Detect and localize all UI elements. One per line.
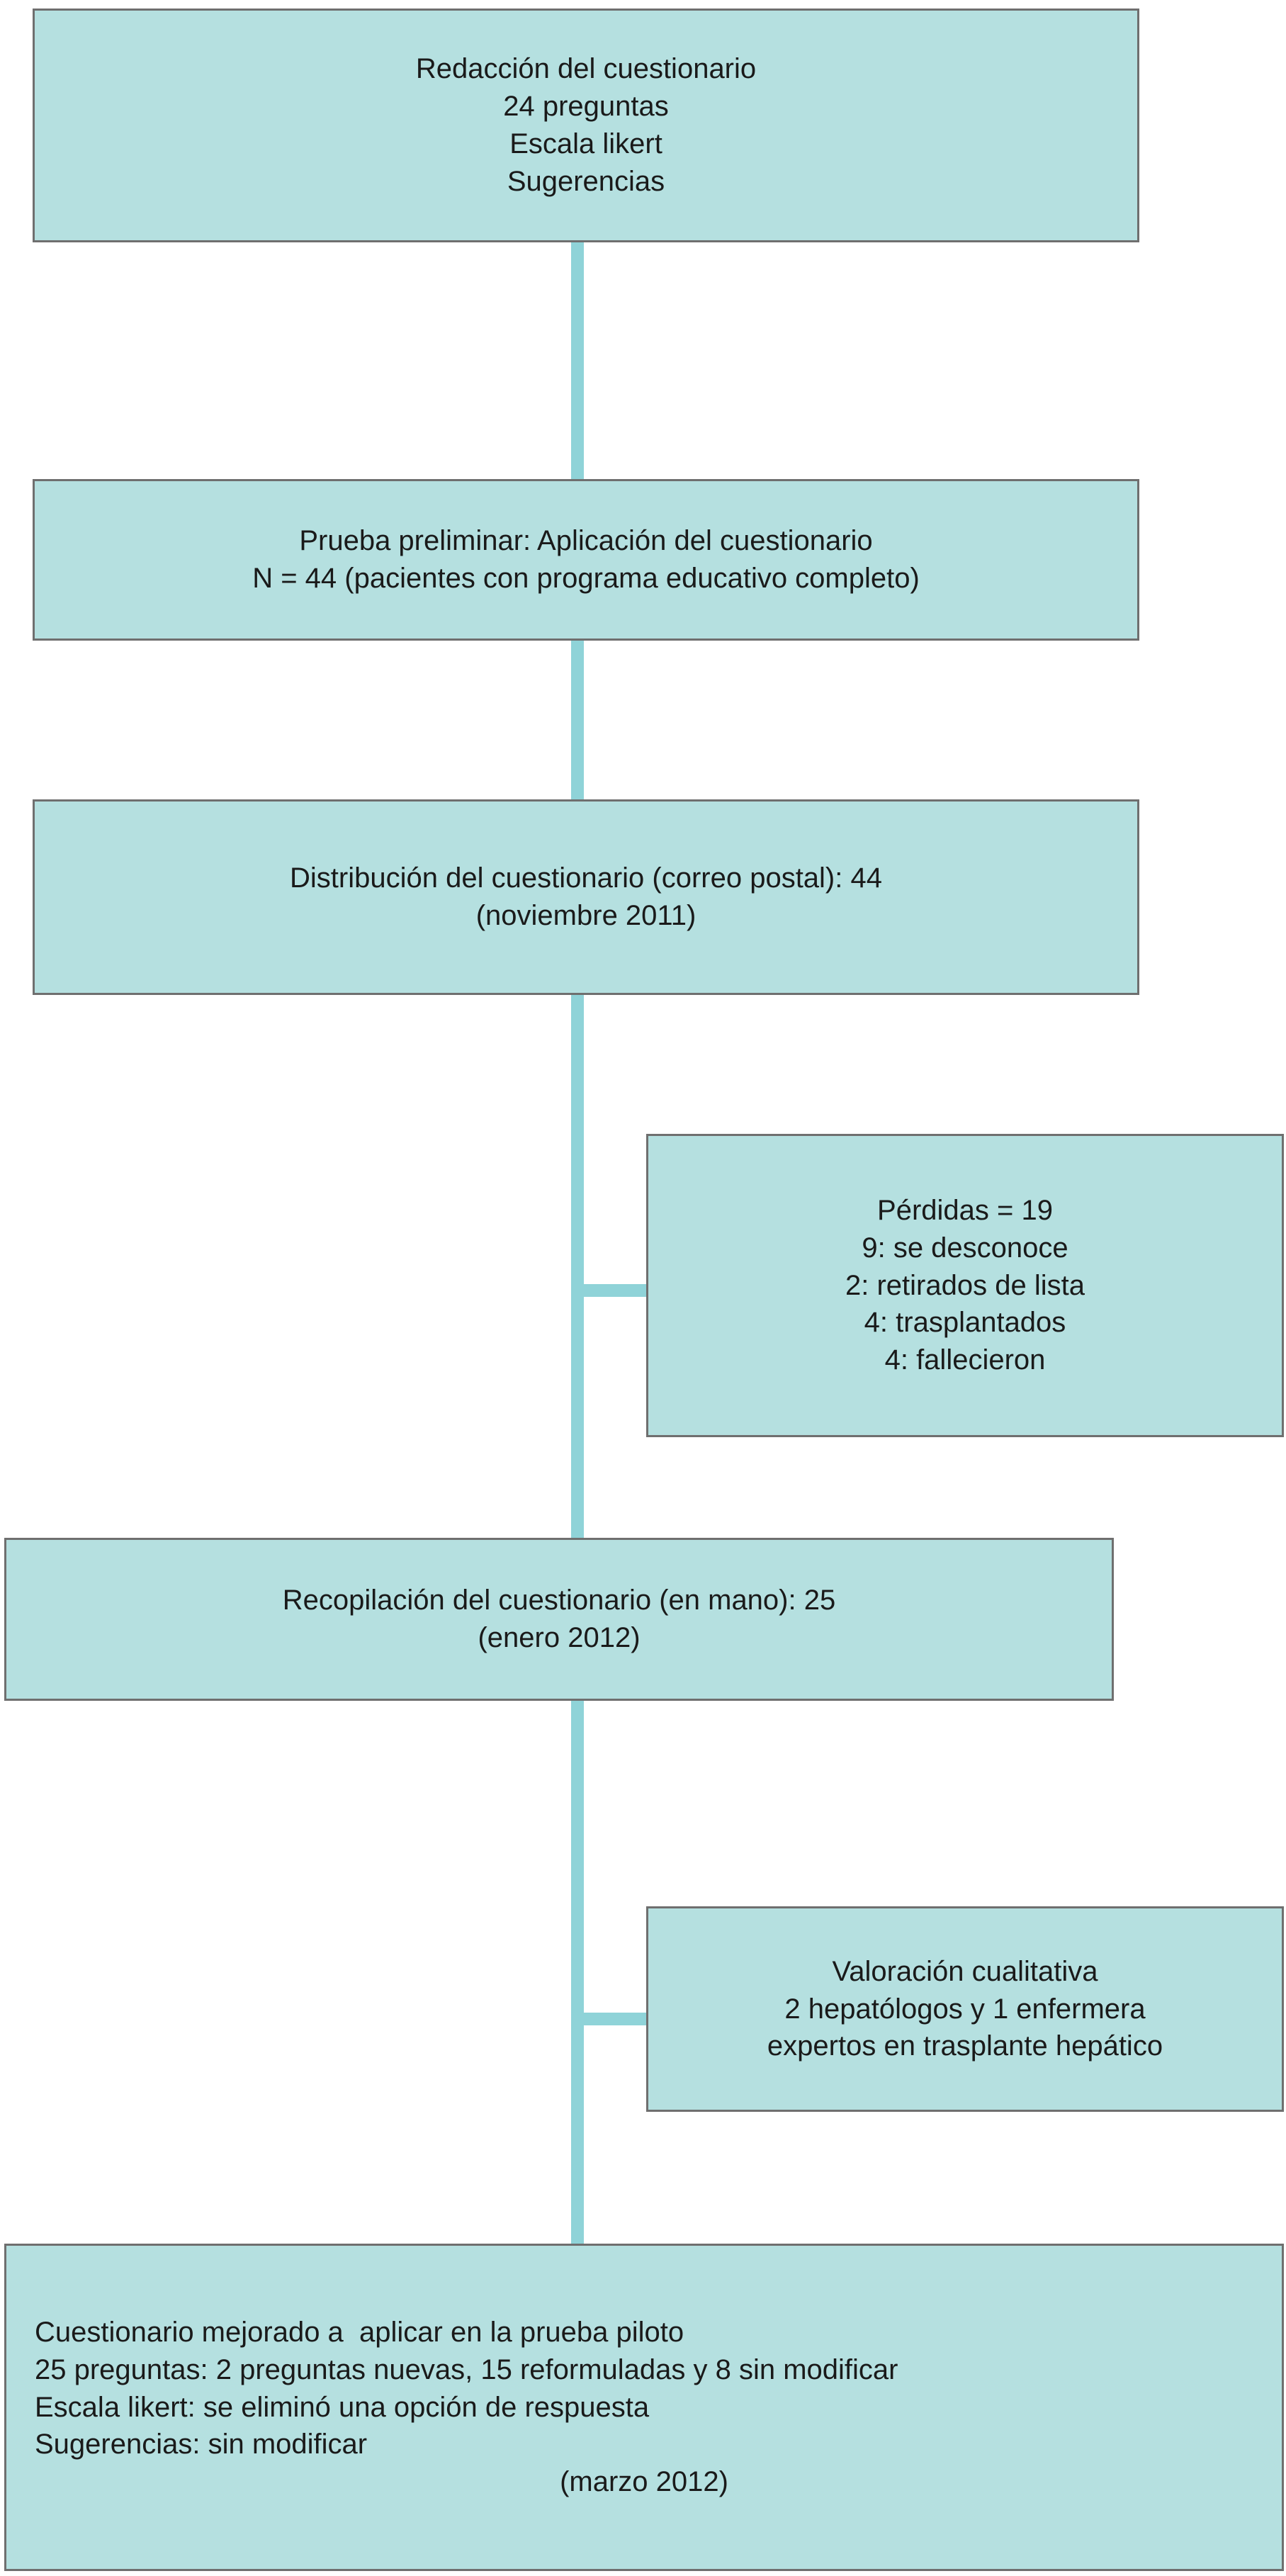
box-distribucion-line-1: Distribución del cuestionario (correo postal): 44 [290, 862, 882, 894]
box-prueba-preliminar-line-2: N = 44 (pacientes con programa educativo completo) [252, 563, 920, 594]
box-cuestionario-mejorado-line-2: 25 preguntas: 2 preguntas nuevas, 15 reformuladas y 8 sin modificar [35, 2353, 898, 2385]
connector-recopilacion-to-valoracion [571, 1701, 584, 2246]
box-redaccion-line-3: Escala likert [509, 128, 662, 159]
connector-prueba-to-distribucion [571, 638, 584, 801]
box-cuestionario-mejorado [4, 2244, 1284, 2571]
connector-redaccion-to-prueba [571, 241, 584, 482]
box-redaccion-line-2: 24 preguntas [503, 91, 669, 123]
box-redaccion [33, 9, 1139, 242]
box-prueba-preliminar [33, 479, 1139, 641]
box-cuestionario-mejorado-footer: (marzo 2012) [560, 2466, 728, 2498]
box-valoracion-line-1: Valoración cualitativa [832, 1955, 1098, 1987]
connector-branch-valoracion [571, 2013, 649, 2025]
box-perdidas-line-3: 2: retirados de lista [845, 1269, 1085, 1301]
box-perdidas [646, 1134, 1284, 1437]
connector-distribucion-to-recopilacion [571, 992, 584, 1545]
box-redaccion-line-4: Sugerencias [507, 165, 665, 197]
box-cuestionario-mejorado-line-4: Sugerencias: sin modificar [35, 2429, 368, 2460]
box-valoracion [646, 1906, 1284, 2112]
box-cuestionario-mejorado-line-1: Cuestionario mejorado a aplicar en la prueba piloto [35, 2317, 684, 2348]
box-distribucion-line-2: (noviembre 2011) [475, 900, 696, 931]
box-perdidas-line-2: 9: se desconoce [862, 1232, 1068, 1264]
box-perdidas-line-5: 4: fallecieron [884, 1344, 1046, 1376]
box-recopilacion [4, 1538, 1114, 1701]
box-distribucion [33, 799, 1139, 995]
box-prueba-preliminar-line-1: Prueba preliminar: Aplicación del cuestionario [299, 525, 873, 557]
connector-branch-perdidas [571, 1284, 649, 1297]
box-perdidas-line-4: 4: trasplantados [864, 1307, 1066, 1339]
box-recopilacion-line-1: Recopilación del cuestionario (en mano): 25 [282, 1585, 836, 1616]
box-valoracion-line-2: 2 hepatólogos y 1 enfermera [784, 1993, 1146, 2025]
box-valoracion-line-3: expertos en trasplante hepático [767, 2030, 1163, 2062]
box-cuestionario-mejorado-line-3: Escala likert: se eliminó una opción de respuesta [35, 2391, 650, 2423]
box-recopilacion-line-2: (enero 2012) [478, 1622, 641, 1653]
box-perdidas-line-1: Pérdidas = 19 [877, 1195, 1053, 1226]
box-redaccion-line-1: Redacción del cuestionario [415, 53, 757, 85]
